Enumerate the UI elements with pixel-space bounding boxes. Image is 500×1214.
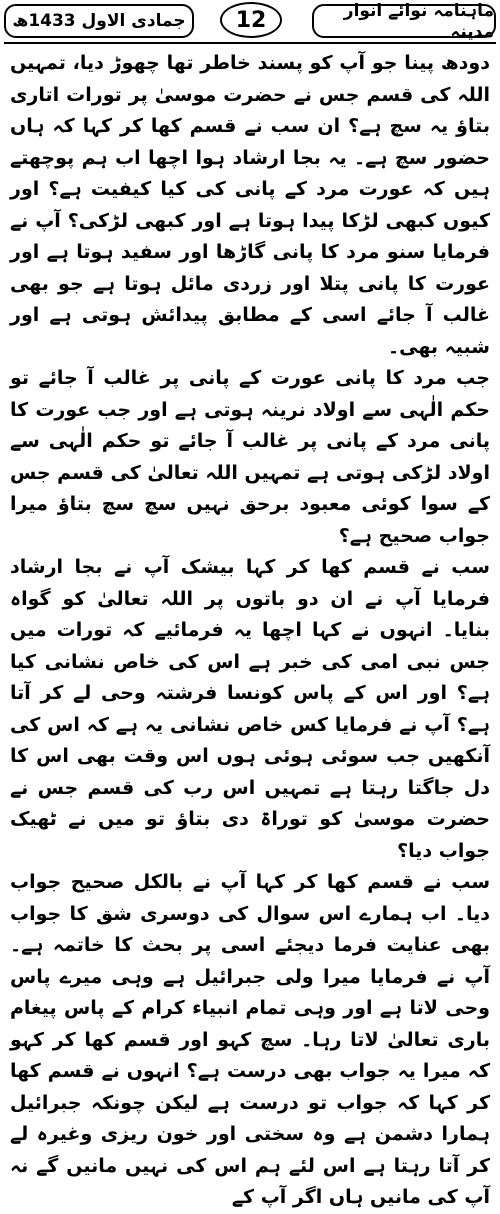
magazine-title-box — [312, 1, 496, 42]
paragraph-2: جب مرد کا پانی عورت کے پانی پر غالب آ جائے تو حکم الٰہی سے اولاد نرینہ ہوتی ہے اور جب عورت کا پانی مرد کے پانی پر غالب آ جائے تو حکم الٰہی سے اولاد لڑکی ہوتی ہے تمہیں اللہ تعالیٰ کی قسم جس کے سوا کوئی معبود برحق نہیں سچ سچ بتاؤ میرا جواب صحیح ہے؟ — [10, 367, 490, 547]
page-number: 12 — [235, 7, 267, 33]
page-number-badge — [220, 2, 282, 38]
issue-date: جمادی الاول 1433ھ — [12, 11, 186, 31]
paragraph-3: سب نے قسم کھا کر کہا بیشک آپ نے بجا ارشاد فرمایا آپ نے ان دو باتوں پر اللہ تعالیٰ کو گواہ بنایا۔ انہوں نے کہا اچھا یہ فرمائیے کہ تورات میں جس نبی امی کی خبر ہے اس کی خاص نشانی کیا ہے؟ اور اس کے پاس کونسا فرشتہ وحی لے کر آتا ہے؟ آپ نے فرمایا کس خاص نشانی یہ ہے کہ اس کی آنکھیں جب سوئی ہوئی ہوں اس وقت بھی اس کا دل جاگتا رہتا ہے تمہیں اس رب کی قسم جس نے حضرت موسیٰ کو توراۃ دی بتاؤ تو میں نے ٹھیک جواب دیا؟ — [10, 556, 490, 862]
paragraph-4: سب نے قسم کھا کر کہا آپ نے بالکل صحیح جواب دیا۔ اب ہمارے اس سوال کی دوسری شق کا جواب بھی عنایت فرما دیجئے اسی پر بحث کا خاتمہ ہے۔ آپ نے فرمایا میرا ولی جبرائیل ہے وہی میرے پاس وحی لاتا ہے اور وہی تمام انبیاء کرام کے پاس پیغام باری تعالیٰ لاتا رہا۔ سچ کہو اور قسم کھا کر کہو کہ میرا یہ جواب بھی درست ہے؟ انہوں نے قسم کھا کر کہا کہ جواب تو درست ہے لیکن چونکہ جبرائیل ہمارا دشمن ہے وہ سختی اور خون ریزی وغیرہ لے کر آتا رہتا ہے اس لئے ہم اس کی نہیں مانیں گے نہ آپ کی مانیں ہاں اگر آپ کے — [10, 871, 490, 1208]
magazine-title: ماہنامہ نوائے انوار مدینہ — [343, 1, 494, 42]
header-rule — [4, 42, 496, 44]
issue-date-box — [4, 4, 194, 38]
article-body — [10, 48, 490, 1214]
page-header — [0, 0, 500, 44]
paragraph-1: دودھ پینا جو آپ کو پسند خاطر تھا چھوڑ دیا، تمہیں اللہ کی قسم جس نے حضرت موسیٰ پر تورات اتاری بتاؤ یہ سچ ہے؟ ان سب نے قسم کھا کر کہا کہ ہاں حضور سچ ہے۔ یہ بجا ارشاد ہوا اچھا اب ہم پوچھتے ہیں کہ عورت مرد کے پانی کی کیا کیفیت ہے؟ اور کیوں کبھی لڑکا پیدا ہوتا ہے اور کبھی لڑکی؟ آپ نے فرمایا سنو مرد کا پانی گاڑھا اور سفید ہوتا ہے اور عورت کا پانی پتلا اور زردی مائل ہوتا ہے جو بھی غالب آ جائے اسی کے مطابق پیدائش ہوتی ہے اور شبیہ بھی۔ — [10, 52, 490, 358]
